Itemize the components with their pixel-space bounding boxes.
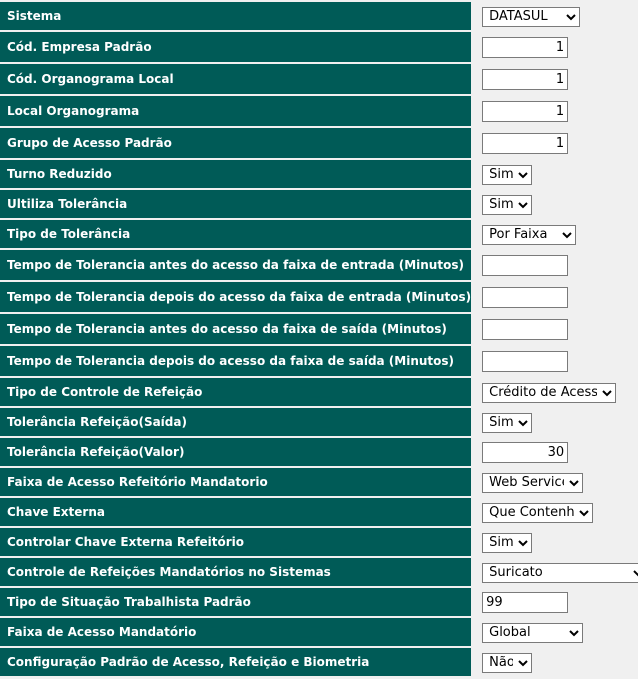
tol-depois-saida-label: Tempo de Tolerancia depois do acesso da faixa de saída (Minutos) [0, 346, 471, 376]
form-row-sistema [0, 2, 638, 30]
form-row-cod-organograma [0, 64, 638, 94]
controlar-chave-label: Controlar Chave Externa Refeitório [0, 528, 471, 556]
sistema-select[interactable] [482, 7, 580, 27]
sistema-label: Sistema [0, 2, 471, 30]
cod-organograma-input[interactable] [482, 69, 568, 90]
form-row-turno-reduzido [0, 160, 638, 188]
tol-antes-saida-label: Tempo de Tolerancia antes do acesso da faixa de saída (Minutos) [0, 314, 471, 344]
turno-reduzido-select[interactable] [482, 165, 532, 185]
form-row-tolerancia-refeicao-valor [0, 438, 638, 466]
chave-externa-label: Chave Externa [0, 498, 471, 526]
form-row-situacao-trabalhista [0, 588, 638, 616]
controlar-chave-select[interactable] [482, 533, 532, 553]
cod-organograma-label: Cód. Organograma Local [0, 64, 471, 94]
situacao-trabalhista-input[interactable] [482, 592, 568, 613]
cod-empresa-input[interactable] [482, 37, 568, 58]
utiliza-tolerancia-select[interactable] [482, 195, 532, 215]
tol-antes-entrada-label: Tempo de Tolerancia antes do acesso da faixa de entrada (Minutos) [0, 250, 471, 280]
grupo-acesso-input[interactable] [482, 133, 568, 154]
tol-depois-entrada-input[interactable] [482, 287, 568, 308]
form-row-tol-depois-entrada [0, 282, 638, 312]
chave-externa-select[interactable] [482, 503, 593, 523]
form-row-local-organograma [0, 96, 638, 126]
form-row-config-padrao [0, 648, 638, 676]
form-row-tol-depois-saida [0, 346, 638, 376]
cod-empresa-label: Cód. Empresa Padrão [0, 32, 471, 62]
controle-mandatorios-select[interactable] [482, 563, 638, 583]
form-row-grupo-acesso [0, 128, 638, 158]
form-row-controle-mandatorios [0, 558, 638, 586]
tolerancia-refeicao-saida-select[interactable] [482, 413, 532, 433]
local-organograma-input[interactable] [482, 101, 568, 122]
form-row-utiliza-tolerancia [0, 190, 638, 218]
form-row-faixa-refeitorio [0, 468, 638, 496]
situacao-trabalhista-label: Tipo de Situação Trabalhista Padrão [0, 588, 471, 616]
faixa-mandatorio-label: Faixa de Acesso Mandatório [0, 618, 471, 646]
tipo-tolerancia-label: Tipo de Tolerância [0, 220, 471, 248]
tolerancia-refeicao-valor-label: Tolerância Refeição(Valor) [0, 438, 471, 466]
form-row-faixa-mandatorio [0, 618, 638, 646]
tol-antes-entrada-input[interactable] [482, 255, 568, 276]
form-row-tolerancia-refeicao-saida [0, 408, 638, 436]
tol-depois-saida-input[interactable] [482, 351, 568, 372]
controle-refeicao-label: Tipo de Controle de Refeição [0, 378, 471, 406]
tol-antes-saida-input[interactable] [482, 319, 568, 340]
form-row-tol-antes-entrada [0, 250, 638, 280]
faixa-mandatorio-select[interactable] [482, 623, 583, 643]
grupo-acesso-label: Grupo de Acesso Padrão [0, 128, 471, 158]
tolerancia-refeicao-saida-label: Tolerância Refeição(Saída) [0, 408, 471, 436]
form-row-tol-antes-saida [0, 314, 638, 344]
controle-mandatorios-label: Controle de Refeições Mandatórios no Sistemas [0, 558, 471, 586]
turno-reduzido-label: Turno Reduzido [0, 160, 471, 188]
faixa-refeitorio-select[interactable] [482, 473, 583, 493]
config-padrao-label: Configuração Padrão de Acesso, Refeição e Biometria [0, 648, 471, 676]
tolerancia-refeicao-valor-input[interactable] [482, 442, 568, 463]
form-row-cod-empresa [0, 32, 638, 62]
tipo-tolerancia-select[interactable] [482, 225, 576, 245]
form-row-chave-externa [0, 498, 638, 526]
utiliza-tolerancia-label: Ultiliza Tolerância [0, 190, 471, 218]
faixa-refeitorio-label: Faixa de Acesso Refeitório Mandatorio [0, 468, 471, 496]
config-padrao-select[interactable] [482, 653, 532, 673]
form-row-tipo-tolerancia [0, 220, 638, 248]
tol-depois-entrada-label: Tempo de Tolerancia depois do acesso da faixa de entrada (Minutos) [0, 282, 471, 312]
controle-refeicao-select[interactable] [482, 383, 616, 403]
form-row-controle-refeicao [0, 378, 638, 406]
form-row-controlar-chave [0, 528, 638, 556]
local-organograma-label: Local Organograma [0, 96, 471, 126]
